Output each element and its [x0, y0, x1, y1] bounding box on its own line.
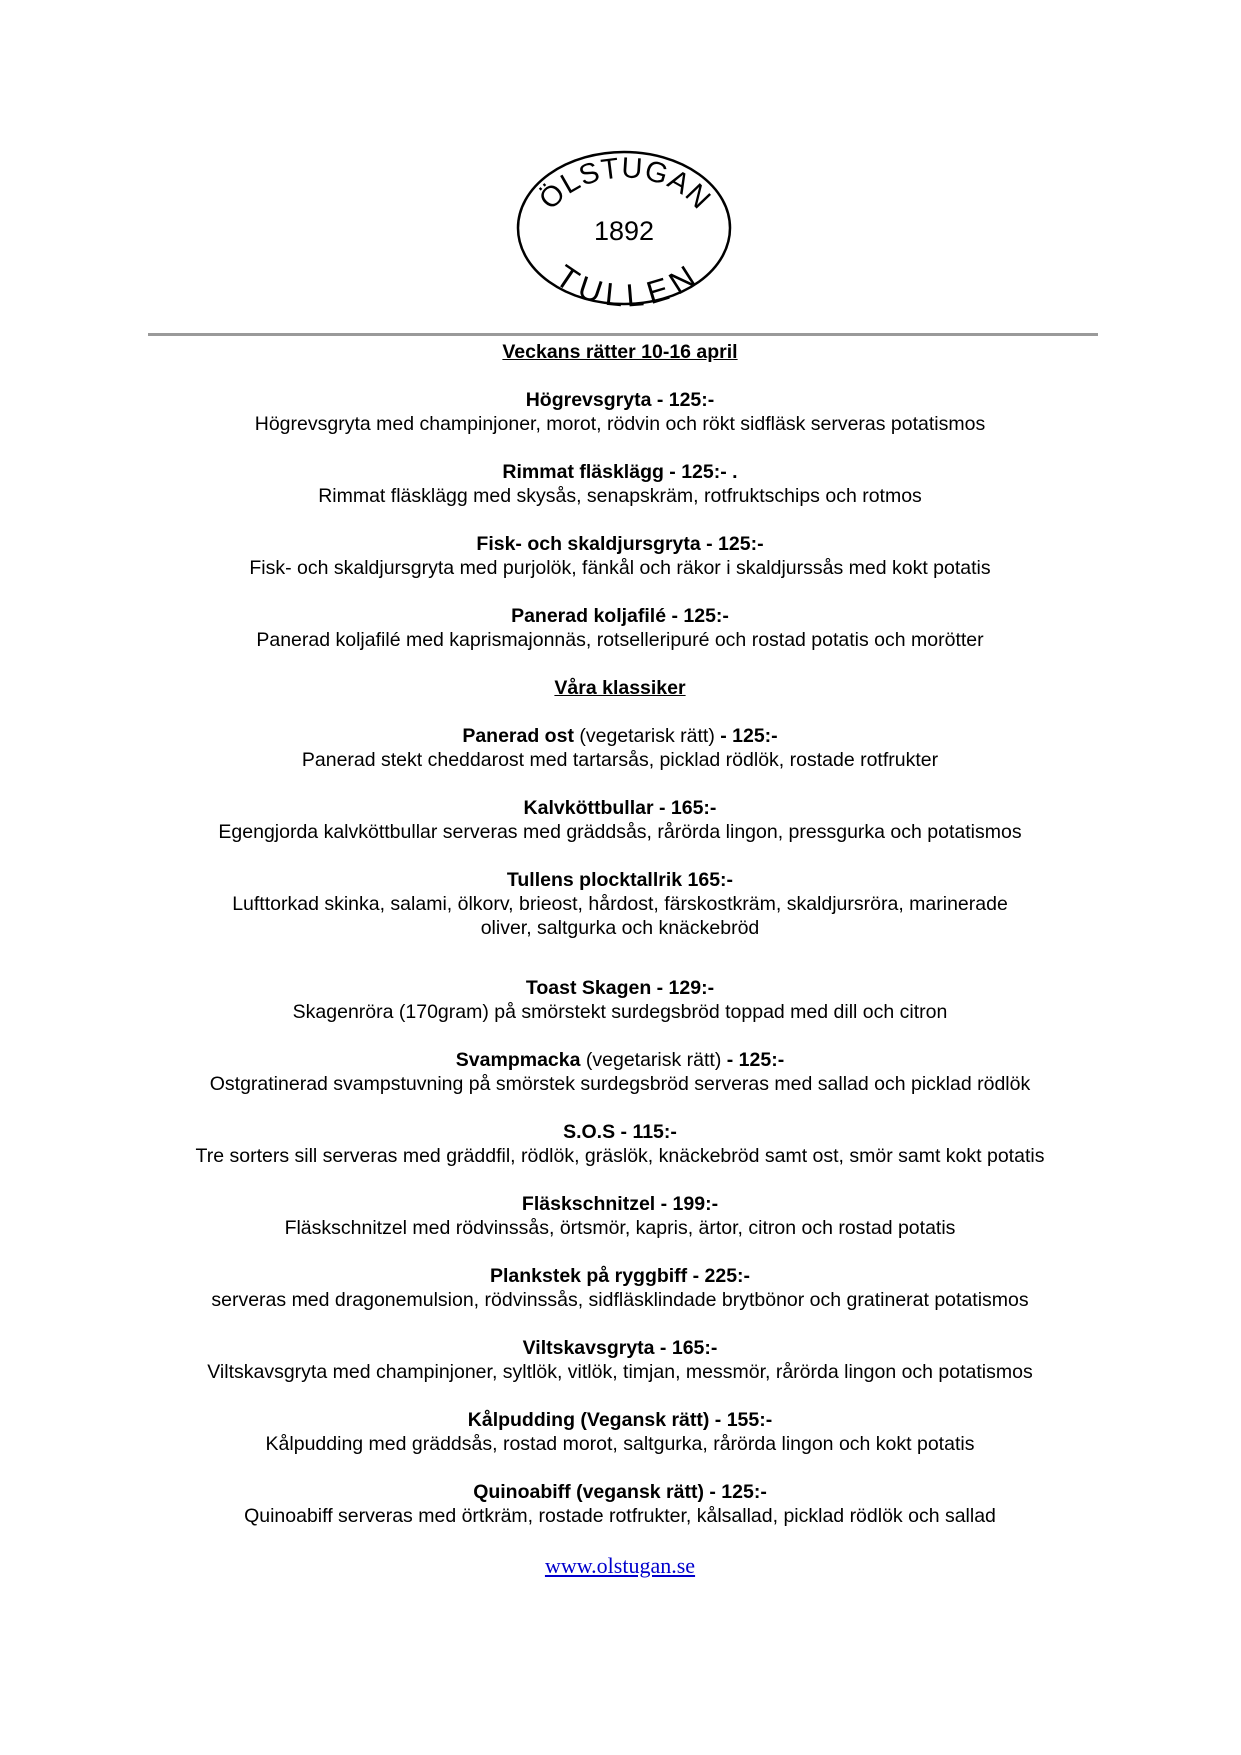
dish-description: Rimmat fläsklägg med skysås, senapskräm, rotfruktschips och rotmos	[318, 485, 922, 507]
dish-quinoabiff	[120, 1480, 1120, 1528]
dish-description: Fläskschnitzel med rödvinssås, örtsmör, kapris, ärtor, citron och rostad potatis	[284, 1217, 956, 1239]
dish-panerad-ost	[120, 724, 1120, 772]
menu-content	[120, 340, 1120, 1579]
dish-kalpudding	[120, 1408, 1120, 1456]
dish-title	[120, 1048, 1120, 1072]
dish-tullens-plocktallrik	[120, 868, 1120, 940]
dish-sos	[120, 1120, 1120, 1168]
dish-panerad-koljafile	[120, 604, 1120, 652]
dish-viltskavsgryta	[120, 1336, 1120, 1384]
weekly-heading: Veckans rätter 10-16 april	[502, 341, 738, 363]
dish-diet-note: (vegetarisk rätt)	[580, 1049, 727, 1071]
dish-description: Panerad stekt cheddarost med tartarsås, picklad rödlök, rostade rotfrukter	[301, 749, 939, 771]
dish-title: Rimmat fläsklägg - 125:- .	[502, 461, 738, 483]
dish-title: Viltskavsgryta - 165:-	[522, 1337, 718, 1359]
dish-diet-note: (vegetarisk rätt)	[573, 725, 721, 747]
dish-rimmat-flasklagg	[120, 460, 1120, 508]
dish-title: Tullens plocktallrik 165:-	[506, 869, 734, 891]
dish-title: Plankstek på ryggbiff - 225:-	[489, 1265, 751, 1287]
dish-description: serveras med dragonemulsion, rödvinssås, sidfläsklindade brytbönor och gratinerat potatismos	[211, 1289, 1029, 1311]
dish-description: Fisk- och skaldjursgryta med purjolök, fänkål och räkor i skaldjurssås med kokt potatis	[249, 557, 991, 579]
dish-title: Quinoabiff (vegansk rätt) - 125:-	[473, 1481, 767, 1503]
website-link[interactable]: www.olstugan.se	[544, 1553, 696, 1578]
dish-title: S.O.S - 115:-	[563, 1121, 677, 1143]
dish-title: Fisk- och skaldjursgryta - 125:-	[476, 533, 764, 555]
dish-kalvkottbullar	[120, 796, 1120, 844]
logo-top-text: ÖLSTUGAN	[533, 152, 717, 216]
dish-title-price: - 125:-	[726, 1049, 785, 1071]
svg-text:ÖLSTUGAN	[533, 152, 717, 216]
dish-title	[120, 724, 1120, 748]
dish-fisk-skaldjursgryta	[120, 532, 1120, 580]
dish-hogrevsgryta	[120, 388, 1120, 436]
classics-heading: Våra klassiker	[554, 677, 686, 699]
dish-title: Kalvköttbullar - 165:-	[523, 797, 717, 819]
dish-svampmacka	[120, 1048, 1120, 1096]
dish-title: Högrevsgryta - 125:-	[525, 389, 715, 411]
logo-year: 1892	[593, 216, 655, 246]
dish-title: Fläskschnitzel - 199:-	[521, 1193, 719, 1215]
dish-description: Egengjorda kalvköttbullar serveras med gräddsås, rårörda lingon, pressgurka och potatismos	[218, 821, 1022, 843]
dish-title: Toast Skagen - 129:-	[525, 977, 715, 999]
dish-title-price: - 125:-	[720, 725, 778, 747]
dish-flaskschnitzel	[120, 1192, 1120, 1240]
dish-description: Kålpudding med gräddsås, rostad morot, saltgurka, rårörda lingon och kokt potatis	[265, 1433, 975, 1455]
svg-text:TULLEN	[549, 258, 702, 308]
logo-bottom-text: TULLEN	[549, 257, 703, 308]
dish-title-name: Svampmacka	[455, 1049, 581, 1071]
olstugan-logo	[514, 148, 734, 308]
dish-description-line2: oliver, saltgurka och knäckebröd	[480, 917, 760, 939]
dish-description: Skagenröra (170gram) på smörstekt surdegsbröd toppad med dill och citron	[292, 1001, 948, 1023]
dish-title: Panerad koljafilé - 125:-	[511, 605, 729, 627]
dish-plankstek	[120, 1264, 1120, 1312]
dish-title: Kålpudding (Vegansk rätt) - 155:-	[467, 1409, 773, 1431]
dish-description: Panerad koljafilé med kaprismajonnäs, rotselleripuré och rostad potatis och morötter	[256, 629, 984, 651]
header-divider	[148, 333, 1098, 336]
dish-description: Ostgratinerad svampstuvning på smörstek surdegsbröd serveras med sallad och picklad rödlök	[209, 1073, 1031, 1095]
dish-description: Quinoabiff serveras med örtkräm, rostade rotfrukter, kålsallad, picklad rödlök och sallad	[244, 1505, 996, 1527]
dish-title-name: Panerad ost	[462, 725, 574, 747]
dish-description-line1: Lufttorkad skinka, salami, ölkorv, brieost, hårdost, färskostkräm, skaldjursröra, marinerade	[232, 893, 1008, 915]
dish-toast-skagen	[120, 976, 1120, 1024]
dish-description: Högrevsgryta med champinjoner, morot, rödvin och rökt sidfläsk serveras potatismos	[254, 413, 986, 435]
dish-description: Viltskavsgryta med champinjoner, syltlök, vitlök, timjan, messmör, rårörda lingon och potatismos	[207, 1361, 1033, 1383]
dish-description: Tre sorters sill serveras med gräddfil, rödlök, gräslök, knäckebröd samt ost, smör samt kokt potatis	[195, 1145, 1045, 1167]
